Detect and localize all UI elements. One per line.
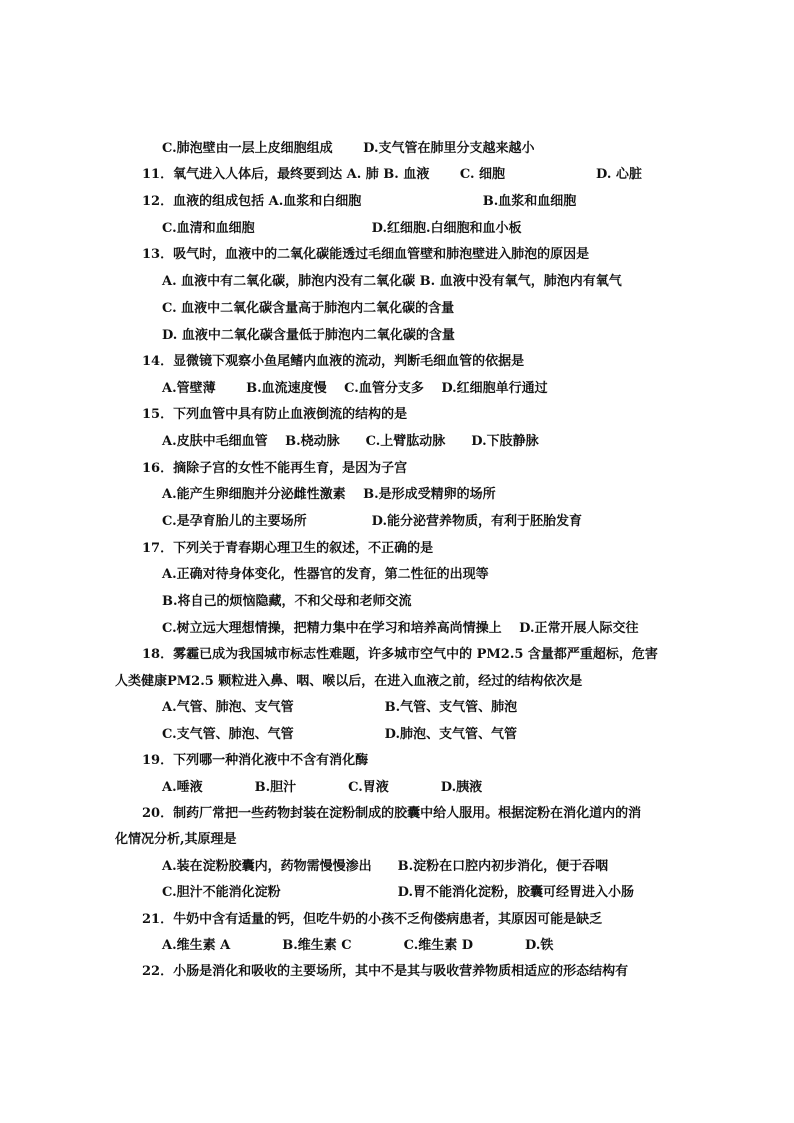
text-line: A.维生素 A B.维生素 C C.维生素 D D.铁 <box>162 938 554 953</box>
question-16: 16．摘除子宫的女性不能再生育，是因为子宫 <box>142 461 408 476</box>
text-line: A.唾液 B.胆汁 C.胃液 D.胰液 <box>162 780 483 795</box>
question-11: 11．氧气进入人体后，最终要到达 A. 肺 B. 血液 C. 细胞 D. 心脏 <box>142 167 642 182</box>
text-line: C.树立远大理想情操，把精力集中在学习和培养高尚情操上 D.正常开展人际交往 <box>162 621 639 636</box>
text-line: A.管壁薄 B.血流速度慢 C.血管分支多 D.红细胞单行通过 <box>162 381 548 396</box>
question-20: 20．制药厂常把一些药物封装在淀粉制成的胶囊中给人服用。根据淀粉在消化道内的消 <box>142 806 642 821</box>
text-line: C.支气管、肺泡、气管 D.肺泡、支气管、气管 <box>162 727 517 742</box>
text-line: B.将自己的烦恼隐藏，不和父母和老师交流 <box>162 594 412 609</box>
question-15: 15．下列血管中具有防止血液倒流的结构的是 <box>142 407 408 422</box>
text-line: C.是孕育胎儿的主要场所 D.能分泌营养物质，有利于胚胎发育 <box>162 514 582 529</box>
text-line: C.血清和血细胞 D.红细胞.白细胞和血小板 <box>162 221 522 236</box>
text-line: C. 血液中二氧化碳含量高于肺泡内二氧化碳的含量 <box>162 301 455 316</box>
text-line: A.装在淀粉胶囊内，药物需慢慢渗出 B.淀粉在口腔内初步消化，便于吞咽 <box>162 859 609 874</box>
question-22: 22．小肠是消化和吸收的主要场所，其中不是其与吸收营养物质相适应的形态结构有 <box>142 964 629 979</box>
text-line: A.气管、肺泡、支气管 B.气管、支气管、肺泡 <box>162 700 518 715</box>
text-line: 人类健康PM2.5 颗粒进入鼻、咽、喉以后，在进入血液之前，经过的结构依次是 <box>115 674 583 689</box>
text-line: D. 血液中二氧化碳含量低于肺泡内二氧化碳的含量 <box>162 328 455 343</box>
question-19: 19．下列哪一种消化液中不含有消化酶 <box>142 753 369 768</box>
question-14: 14．显微镜下观察小鱼尾鳍内血液的流动，判断毛细血管的依据是 <box>142 354 525 369</box>
text-line: C.胆汁不能消化淀粉 D.胃不能消化淀粉，胶囊可经胃进入小肠 <box>162 885 634 900</box>
text-line: A.皮肤中毛细血管 B.桡动脉 C.上臂肱动脉 D.下肢静脉 <box>162 434 539 449</box>
text-line: A.正确对待身体变化，性器官的发育，第二性征的出现等 <box>162 567 489 582</box>
question-12: 12．血液的组成包括 A.血浆和白细胞 B.血浆和血细胞 <box>142 194 577 209</box>
text-line: C.肺泡壁由一层上皮细胞组成 D.支气管在肺里分支越来越小 <box>162 141 535 156</box>
question-13: 13．吸气时，血液中的二氧化碳能透过毛细血管壁和肺泡壁进入肺泡的原因是 <box>142 247 590 262</box>
text-line: A.能产生卵细胞并分泌雌性激素 B.是形成受精卵的场所 <box>162 487 496 502</box>
question-17: 17．下列关于青春期心理卫生的叙述，不正确的是 <box>142 541 434 556</box>
text-line: 化情况分析,其原理是 <box>115 832 237 847</box>
text-line: A. 血液中有二氧化碳，肺泡内没有二氧化碳 B. 血液中没有氧气，肺泡内有氧气 <box>162 274 622 289</box>
question-18: 18．雾霾已成为我国城市标志性难题，许多城市空气中的 PM2.5 含量都严重超标，危害 <box>142 647 658 662</box>
question-21: 21．牛奶中含有适量的钙，但吃牛奶的小孩不乏佝偻病患者，其原因可能是缺乏 <box>142 912 603 927</box>
